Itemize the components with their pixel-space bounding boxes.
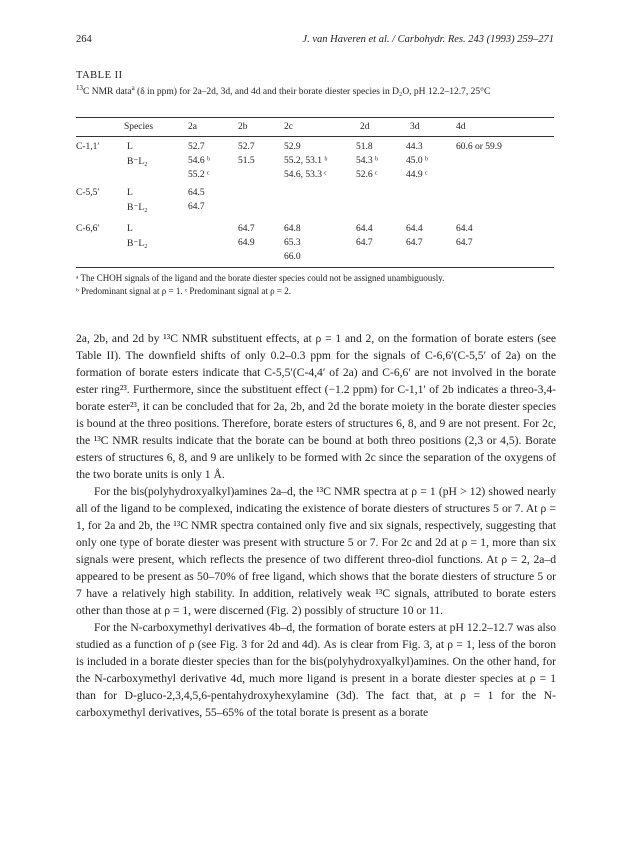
column-header: 3d: [410, 122, 420, 132]
table-header-rule: [76, 136, 554, 137]
caption-footnote-mark: a: [131, 83, 135, 92]
table-cell: 65.3: [284, 238, 301, 248]
table-cell: 64.7: [356, 238, 373, 248]
table-caption: [76, 83, 556, 99]
table-footnote-a: ᵃ The CHOH signals of the ligand and the borate diester species could not be assigned unambiguously.: [76, 273, 445, 283]
caption-superscript: 13: [76, 83, 83, 92]
column-header: 2a: [188, 122, 197, 132]
table-cell: 52.9: [284, 142, 301, 152]
table-cell: L: [127, 188, 133, 198]
table-cell: L: [127, 224, 133, 234]
table-cell: 54.3 ᵇ: [356, 156, 378, 166]
table-cell: 44.9 ᶜ: [406, 170, 428, 180]
table-cell: 60.6 or 59.9: [456, 142, 502, 152]
journal-citation: J. van Haveren et al. / Carbohydr. Res. 243 (1993) 259–271: [302, 34, 554, 45]
caption-rest: (δ in ppm) for 2a–2d, 3d, and 4d and their borate diester species in D₂O, pH 12.2–12.7, 25°C: [134, 87, 491, 97]
row-group-label: C-6,6′: [76, 224, 100, 234]
table-cell: 55.2 ᶜ: [188, 170, 210, 180]
table-cell: B⁻L₂: [127, 239, 148, 249]
table-cell: 45.0 ᵇ: [406, 156, 428, 166]
table-label: TABLE II: [76, 70, 123, 81]
table-cell: 64.5: [188, 188, 205, 198]
table-cell: 52.7: [188, 142, 205, 152]
table-cell: 64.7: [238, 224, 255, 234]
table-cell: 54.6, 53.3 ᶜ: [284, 170, 327, 180]
column-header: 2b: [238, 122, 248, 132]
caption-text: C NMR data: [83, 87, 132, 97]
paragraph: For the bis(polyhydroxyalkyl)amines 2a–d, the ¹³C NMR spectra at ρ = 1 (pH > 12) showed nearly all of the ligand to be complexed, indicating the existence of borate diesters of structures 5 or 7. At ρ = 1, for 2a and 2b, the ¹³C NMR spectra contained only five and six signals, respectively, suggesting that only one type of borate diester was present with structure 5 or 7. For 2c and 2d at ρ = 1, more than six signals were present, which reflects the presence of two different threo-diol functions. At ρ = 2, 2a–d appeared to be present as 50–70% of free ligand, which shows that the borate diesters of structure 5 or 7 have a relatively high stability. In addition, relatively weak ¹³C signals, attributed to borate esters other than those at ρ = 1, were discerned (Fig. 2) possibly of structure 10 or 11.: [76, 485, 556, 617]
table-cell: 55.2, 53.1 ᵇ: [284, 156, 328, 166]
body-text: [76, 330, 556, 721]
table-cell: 64.9: [238, 238, 255, 248]
paragraph: For the N-carboxymethyl derivatives 4b–d, the formation of borate esters at pH 12.2–12.7 was also studied as a function of ρ (see Fig. 3 for 2d and 4d). As is clear from Fig. 3, at ρ = 1, less of the boron is included in a borate diester species than for the bis(polyhydroxyalkyl)amines. On the other hand, for the N-carboxymethyl derivative 4d, much more ligand is present in a borate diester species at ρ = 1 than for D-gluco-2,3,4,5,6-pentahydroxyhexylamine (3d). The fact that, at ρ = 1 for the N-carboxymethyl derivatives, 55–65% of the total borate is present as a borate: [76, 621, 556, 719]
table-cell: 64.7: [188, 202, 205, 212]
table-cell: 64.4: [456, 224, 473, 234]
table-cell: 64.7: [456, 238, 473, 248]
table-cell: 44.3: [406, 142, 423, 152]
table-cell: 66.0: [284, 252, 301, 262]
page-number: 264: [76, 34, 92, 45]
table-cell: 64.7: [406, 238, 423, 248]
table-cell: 64.4: [356, 224, 373, 234]
table-cell: B⁻L₂: [127, 157, 148, 167]
table-cell: 64.4: [406, 224, 423, 234]
table-cell: B⁻L₂: [127, 203, 148, 213]
column-header: 2d: [360, 122, 370, 132]
table-cell: L: [127, 142, 133, 152]
table-cell: 51.5: [238, 156, 255, 166]
table-cell: 51.8: [356, 142, 373, 152]
column-header: 4d: [456, 122, 466, 132]
table-top-rule: [76, 117, 554, 118]
column-header: Species: [124, 122, 154, 132]
table-cell: 52.6 ᶜ: [356, 170, 378, 180]
table-cell: 52.7: [238, 142, 255, 152]
column-header: 2c: [284, 122, 293, 132]
row-group-label: C-5,5′: [76, 188, 100, 198]
paragraph: 2a, 2b, and 2d by ¹³C NMR substituent effects, at ρ = 1 and 2, on the formation of borate esters (see Table II). The downfield shifts of only 0.2–0.3 ppm for the signals of C-6,6′(C-5,5′ of 2a) on the formation of borate esters indicate that C-5,5′(C-4,4′ of 2a) and C-6,6′ are not involved in the borate ester ring²³. Furthermore, since the substituent effect (−1.2 ppm) for C-1,1′ of 2b indicates a threo-3,4-borate ester²³, it can be concluded that for 2a, 2b, and 2d the borate moiety in the borate diester species is bound at the threo positions. Therefore, borate esters of structures 6, 8, and 9 are not present. For 2c, the ¹³C NMR results indicate that the borate can be bound at both threo positions (2,3 or 4,5). Borate esters of structures 6, 8, and 9 are unlikely to be formed with 2c since the separation of the oxygens of the two borate units is only 1 Å.: [76, 332, 556, 481]
table-bottom-rule: [76, 267, 554, 268]
table-cell: 64.8: [284, 224, 301, 234]
row-group-label: C-1,1′: [76, 142, 100, 152]
table-cell: 54.6 ᵇ: [188, 156, 210, 166]
table-footnote-bc: ᵇ Predominant signal at ρ = 1. ᶜ Predominant signal at ρ = 2.: [76, 286, 291, 296]
